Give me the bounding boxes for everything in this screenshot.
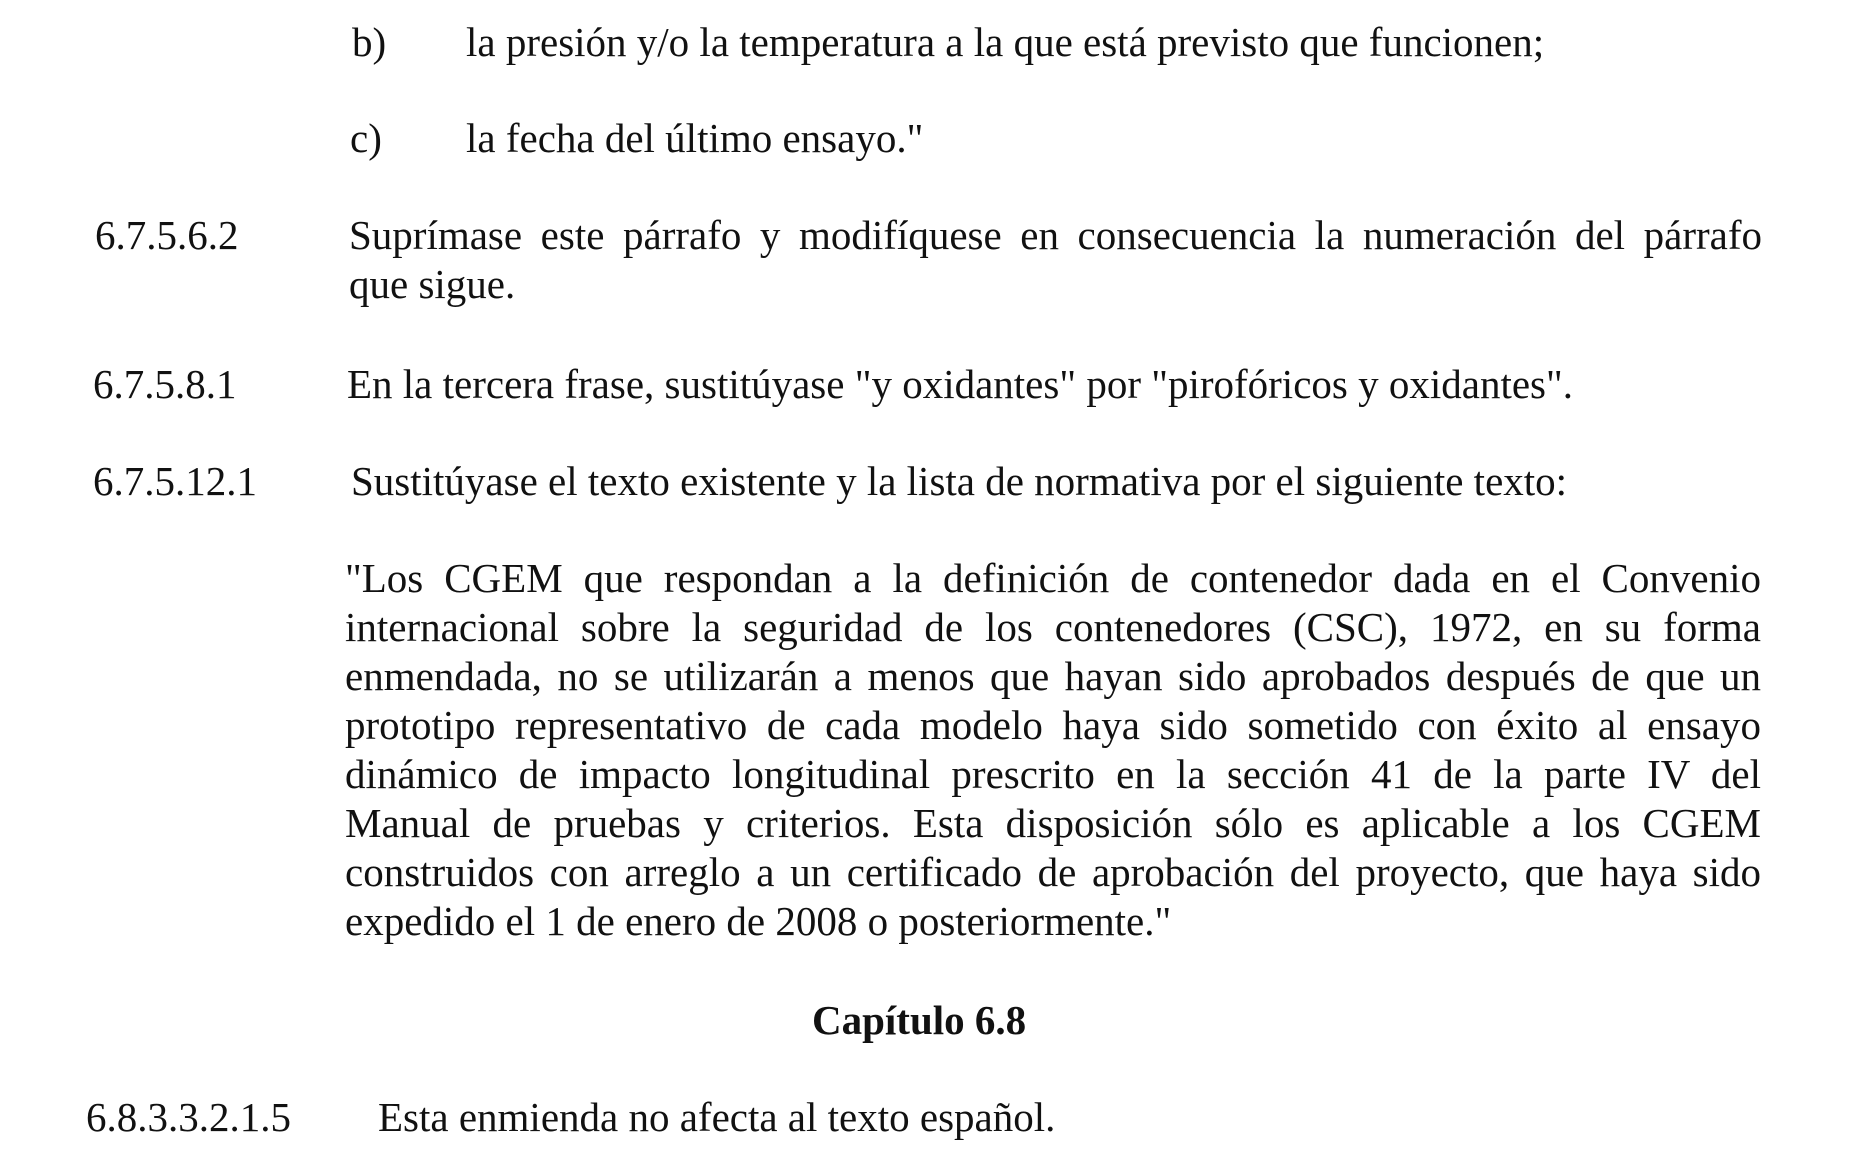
- list-marker-c: c): [350, 115, 382, 161]
- section-number-6-8-3-3-2-1-5: 6.8.3.3.2.1.5: [86, 1094, 291, 1140]
- quote-line: internacional sobre la seguridad de los contenedores (CSC), 1972, en su forma: [345, 604, 1761, 650]
- section-number-6-7-5-6-2: 6.7.5.6.2: [95, 212, 239, 258]
- section-text-6-7-5-6-2: [349, 211, 1762, 309]
- list-item-c-text: la fecha del último ensayo.": [466, 115, 924, 161]
- section-text-6-7-5-8-1: En la tercera frase, sustitúyase "y oxidantes" por "pirofóricos y oxidantes".: [347, 361, 1573, 407]
- section-number-6-7-5-12-1: 6.7.5.12.1: [93, 458, 257, 504]
- quote-line: Manual de pruebas y criterios. Esta disposición sólo es aplicable a los CGEM: [345, 800, 1761, 846]
- quote-line: enmendada, no se utilizarán a menos que hayan sido aprobados después de que un: [345, 653, 1761, 699]
- section-text-line: que sigue.: [349, 261, 516, 307]
- list-item-b-text: la presión y/o la temperatura a la que está previsto que funcionen;: [466, 19, 1545, 65]
- quote-line: "Los CGEM que respondan a la definición de contenedor dada en el Convenio: [345, 555, 1761, 601]
- quoted-replacement-text: [345, 554, 1761, 946]
- quote-line: expedido el 1 de enero de 2008 o posteriormente.": [345, 898, 1172, 944]
- section-text-line: Suprímase este párrafo y modifíquese en consecuencia la numeración del párrafo: [349, 212, 1762, 258]
- section-text-6-8-3-3-2-1-5: Esta enmienda no afecta al texto español.: [378, 1094, 1056, 1140]
- quote-line: construidos con arreglo a un certificado de aprobación del proyecto, que haya sido: [345, 849, 1761, 895]
- chapter-heading: Capítulo 6.8: [812, 997, 1027, 1043]
- list-marker-b: b): [352, 19, 387, 65]
- section-text-6-7-5-12-1: Sustitúyase el texto existente y la lista de normativa por el siguiente texto:: [351, 458, 1568, 504]
- quote-line: prototipo representativo de cada modelo haya sido sometido con éxito al ensayo: [345, 702, 1761, 748]
- section-number-6-7-5-8-1: 6.7.5.8.1: [93, 361, 237, 407]
- quote-line: dinámico de impacto longitudinal prescrito en la sección 41 de la parte IV del: [345, 751, 1761, 797]
